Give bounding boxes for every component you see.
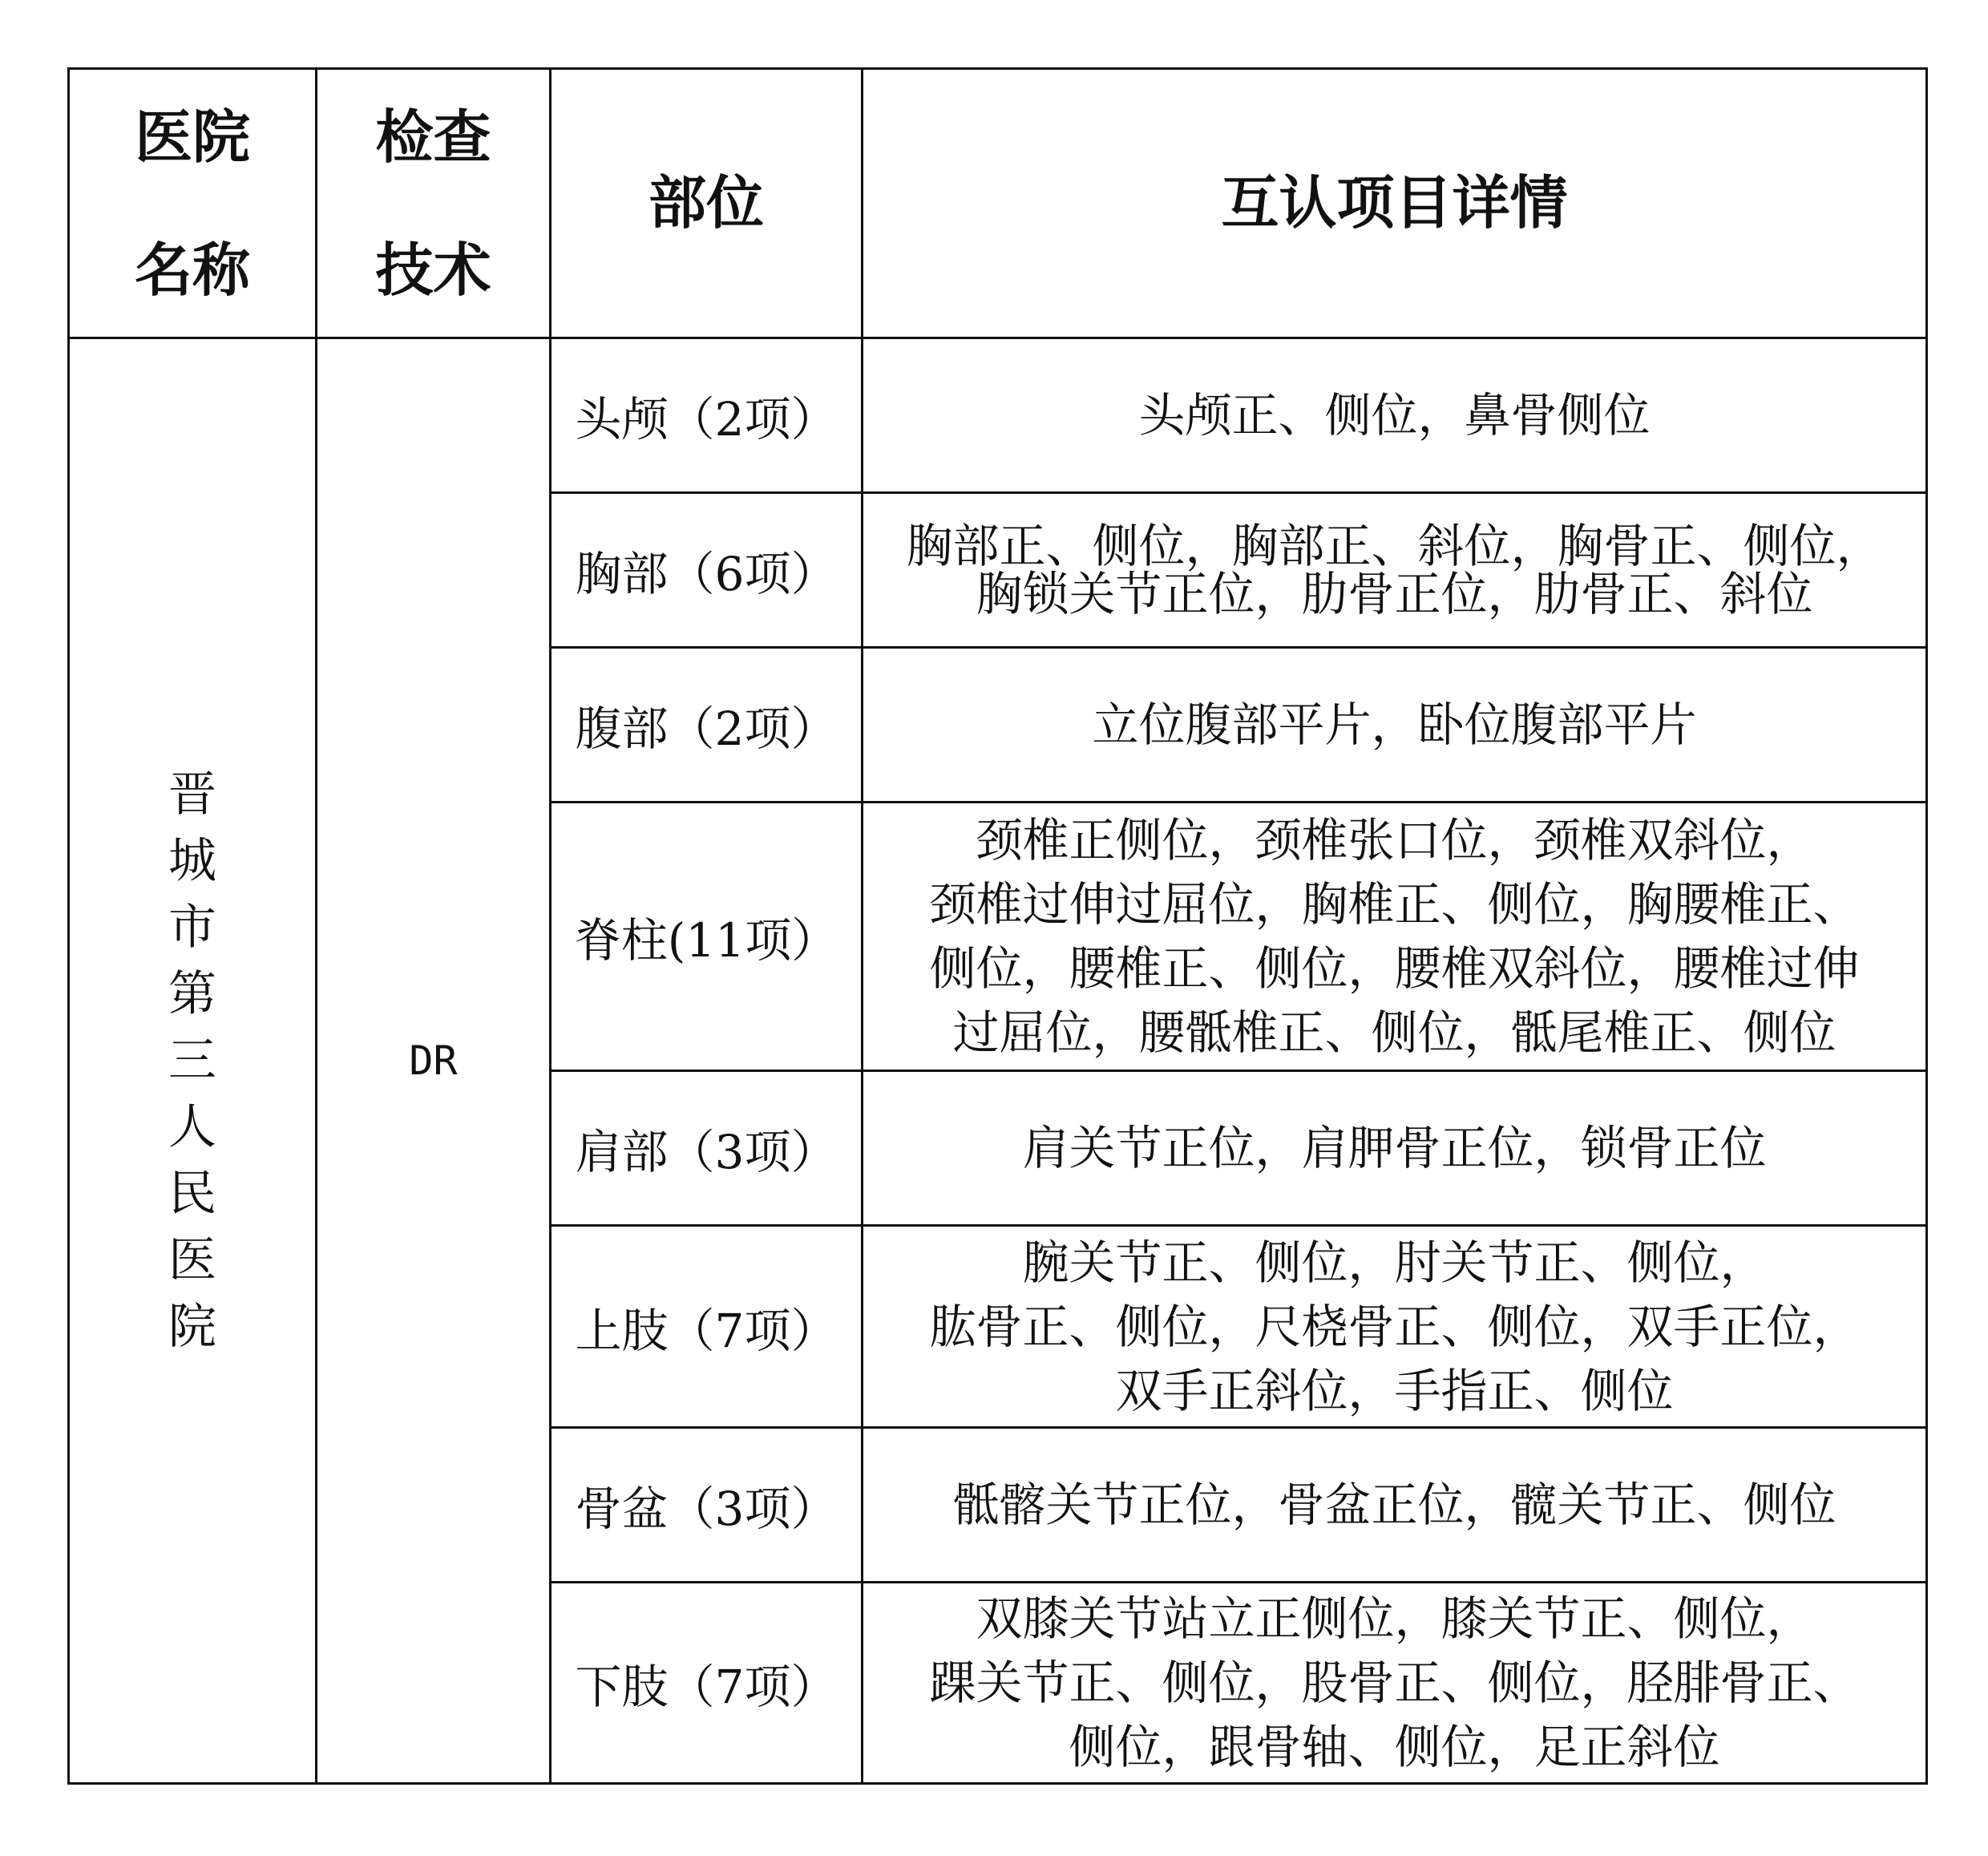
detail-line: 颈椎过伸过屈位，胸椎正、侧位，胸腰椎正、 bbox=[929, 877, 1860, 932]
body-part-cell: 胸部（6项） bbox=[551, 493, 863, 648]
detail-cell bbox=[863, 1428, 1927, 1583]
detail-line: 颈椎正侧位，颈椎张口位，颈椎双斜位， bbox=[976, 813, 1813, 867]
detail-line: 胸锁关节正位，肋骨正位，肋骨正、斜位 bbox=[976, 567, 1813, 621]
body-part-cell: 下肢（7项） bbox=[551, 1583, 863, 1784]
detail-line: 立位腹部平片，卧位腹部平片 bbox=[1092, 698, 1697, 752]
detail-line: 胸部正、侧位，胸部正、斜位，胸骨正、侧位， bbox=[906, 519, 1883, 573]
exam-technique-cell: DR bbox=[317, 338, 551, 1784]
detail-line: 双手正斜位，手指正、侧位 bbox=[1115, 1363, 1674, 1418]
detail-line: 腕关节正、侧位，肘关节正、侧位， bbox=[1022, 1235, 1767, 1290]
header-body-part: 部位 bbox=[551, 69, 863, 338]
header-exam-technique-line-1: 检查 bbox=[375, 103, 491, 171]
detail-line: 踝关节正、侧位，股骨正、侧位，胫腓骨正、 bbox=[929, 1656, 1860, 1710]
body-part-cell: 骨盆（3项） bbox=[551, 1428, 863, 1583]
table-row bbox=[69, 338, 1927, 493]
hospital-name-char: 院 bbox=[168, 1298, 216, 1355]
header-hospital-name-line-1: 医院 bbox=[134, 103, 250, 171]
hospital-name-char: 医 bbox=[168, 1231, 216, 1288]
detail-line: 头颅正、侧位，鼻骨侧位 bbox=[1138, 388, 1651, 443]
header-exam-technique-line-2: 技术 bbox=[375, 236, 491, 304]
detail-line: 侧位，腰椎正、侧位，腰椎双斜位，腰椎过伸 bbox=[929, 941, 1860, 996]
hospital-name-char: 民 bbox=[168, 1165, 216, 1222]
header-hospital-name-line-2: 名称 bbox=[134, 236, 250, 304]
hospital-name-char: 第 bbox=[168, 965, 216, 1022]
body-part-cell: 头颅（2项） bbox=[551, 338, 863, 493]
detail-line: 侧位，跟骨轴、侧位，足正斜位 bbox=[1069, 1720, 1720, 1774]
detail-cell bbox=[863, 1226, 1927, 1428]
detail-line: 过屈位，腰骶椎正、侧位，骶尾椎正、侧位 bbox=[952, 1005, 1836, 1060]
hospital-name-char: 市 bbox=[168, 899, 216, 956]
recognition-table bbox=[67, 67, 1928, 1785]
detail-cell bbox=[863, 648, 1927, 803]
header-exam-technique bbox=[317, 69, 551, 338]
detail-cell bbox=[863, 803, 1927, 1071]
header-details: 互认项目详情 bbox=[863, 69, 1927, 338]
body-part-cell: 腹部（2项） bbox=[551, 648, 863, 803]
detail-line: 骶髂关节正位，骨盆正位，髋关节正、侧位 bbox=[952, 1478, 1836, 1532]
hospital-name-char: 晋 bbox=[168, 766, 216, 823]
hospital-name-char: 三 bbox=[168, 1032, 216, 1089]
detail-cell bbox=[863, 1071, 1927, 1226]
body-part-cell: 脊柱(11项） bbox=[551, 803, 863, 1071]
hospital-name-char: 人 bbox=[168, 1098, 216, 1155]
detail-line: 肱骨正、侧位，尺桡骨正、侧位，双手正位， bbox=[929, 1299, 1860, 1354]
body-part-cell: 肩部（3项） bbox=[551, 1071, 863, 1226]
hospital-name-cell bbox=[69, 338, 317, 1784]
detail-line: 肩关节正位，肩胛骨正位，锁骨正位 bbox=[1022, 1121, 1767, 1175]
detail-line: 双膝关节站立正侧位，膝关节正、侧位， bbox=[976, 1591, 1813, 1646]
body-part-cell: 上肢（7项） bbox=[551, 1226, 863, 1428]
hospital-name-char: 城 bbox=[168, 832, 216, 889]
detail-cell bbox=[863, 338, 1927, 493]
header-row bbox=[69, 69, 1927, 338]
header-hospital-name bbox=[69, 69, 317, 338]
detail-cell bbox=[863, 1583, 1927, 1784]
detail-cell bbox=[863, 493, 1927, 648]
